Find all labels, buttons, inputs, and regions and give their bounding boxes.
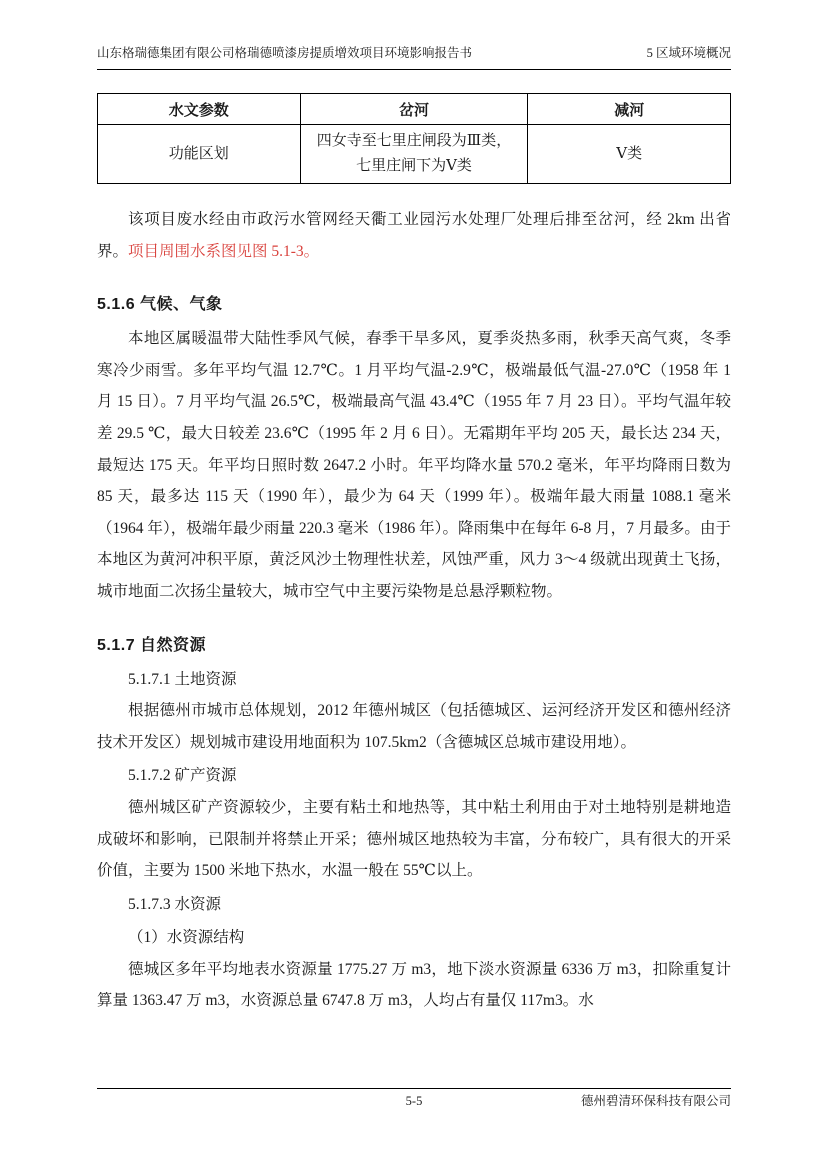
table-cell-chahe-class: 四女寺至七里庄闸段为Ⅲ类，七里庄闸下为Ⅴ类 xyxy=(300,125,528,184)
table-cell-function-zoning: 功能区划 xyxy=(98,125,301,184)
mineral-resources-paragraph: 德州城区矿产资源较少，主要有粘土和地热等，其中粘土利用由于对土地特别是耕地造成破坏和影响，已限制并将禁止开采；德州城区地热较为丰富，分布较广，具有很大的开采价值，主要为 1500 米地下热水，水温一般在 55℃以上。 xyxy=(97,798,731,880)
page-header xyxy=(97,44,731,70)
page-footer xyxy=(97,1088,731,1110)
table-row xyxy=(98,125,731,184)
table-header-chahe-river: 岔河 xyxy=(300,94,528,125)
table-header-parameter: 水文参数 xyxy=(98,94,301,125)
section-heading-climate: 5.1.6 气候、气象 xyxy=(97,296,223,314)
water-resources-paragraph: 德城区多年平均地表水资源量 1775.27 万 m3，地下淡水资源量 6336 万 m3，扣除重复计算量 1363.47 万 m3，水资源总量 6747.8 万 m3，人均占有量仅 117m3。水 xyxy=(97,960,731,1010)
subsection-heading-water-resources: 5.1.7.3 水资源 xyxy=(128,895,222,913)
land-resources-paragraph: 根据德州市城市总体规划，2012 年德州城区（包括德城区、运河经济开发区和德州经济技术开发区）规划城市建设用地面积为 107.5km2（含德城区总城市建设用地）。 xyxy=(97,702,731,751)
water-structure-item-label: （1）水资源结构 xyxy=(128,929,245,947)
table-header-row xyxy=(98,94,731,125)
table-cell-jianhe-class: Ⅴ类 xyxy=(528,125,731,184)
table-header-jianhe-river: 减河 xyxy=(528,94,731,125)
subsection-heading-land-resources: 5.1.7.1 土地资源 xyxy=(128,670,237,688)
header-report-title: 山东格瑞德集团有限公司格瑞德喷漆房提质增效项目环境影响报告书 xyxy=(97,46,473,60)
wastewater-paragraph xyxy=(97,204,731,267)
hydrology-parameters-table xyxy=(97,93,731,184)
subsection-heading-mineral-resources: 5.1.7.2 矿产资源 xyxy=(128,767,237,785)
wastewater-text: 该项目废水经由市政污水管网经天衢工业园污水处理厂处理后排至岔河，经 2km 出省界。 xyxy=(97,211,731,260)
section-heading-natural-resources: 5.1.7 自然资源 xyxy=(97,636,207,654)
header-chapter-label: 5 区域环境概况 xyxy=(646,46,731,60)
page-number: 5-5 xyxy=(405,1094,423,1108)
figure-reference-text: 项目周围水系图见图 5.1-3。 xyxy=(128,242,320,260)
footer-company-name: 德州碧清环保科技有限公司 xyxy=(580,1094,731,1108)
climate-paragraph: 本地区属暖温带大陆性季风气候，春季干旱多风，夏季炎热多雨，秋季天高气爽，冬季寒冷少雨雪。多年平均气温 12.7℃。1 月平均气温-2.9℃，极端最低气温-27.0℃（1958 年 1 月 15 日）。7 月平均气温 26.5℃，极端最高气温 43.4℃（1955 年 7 月 23 日）。平均气温年较差 29.5 ℃，最大日较差 23.6℃（1995 年 2 月 6 日）。无霜期年平均 205 天，最长达 234 天，最短达 175 天。年平均日照时数 2647.2 小时。年平均降水量 570.2 毫米，年平均降雨日数为 85 天，最多达 115 天（1990 年），最少为 64 天（1999 年）。极端年最大雨量 1088.1 毫米（1964 年），极端年最少雨量 220.3 毫米（1986 年）。降雨集中在每年 6-8 月，7 月最多。由于本地区为黄河冲积平原，黄泛风沙土物理性状差，风蚀严重，风力 3～4 级就出现黄土飞扬，城市地面二次扬尘量较大，城市空气中主要污染物是总悬浮颗粒物。 xyxy=(97,330,731,600)
